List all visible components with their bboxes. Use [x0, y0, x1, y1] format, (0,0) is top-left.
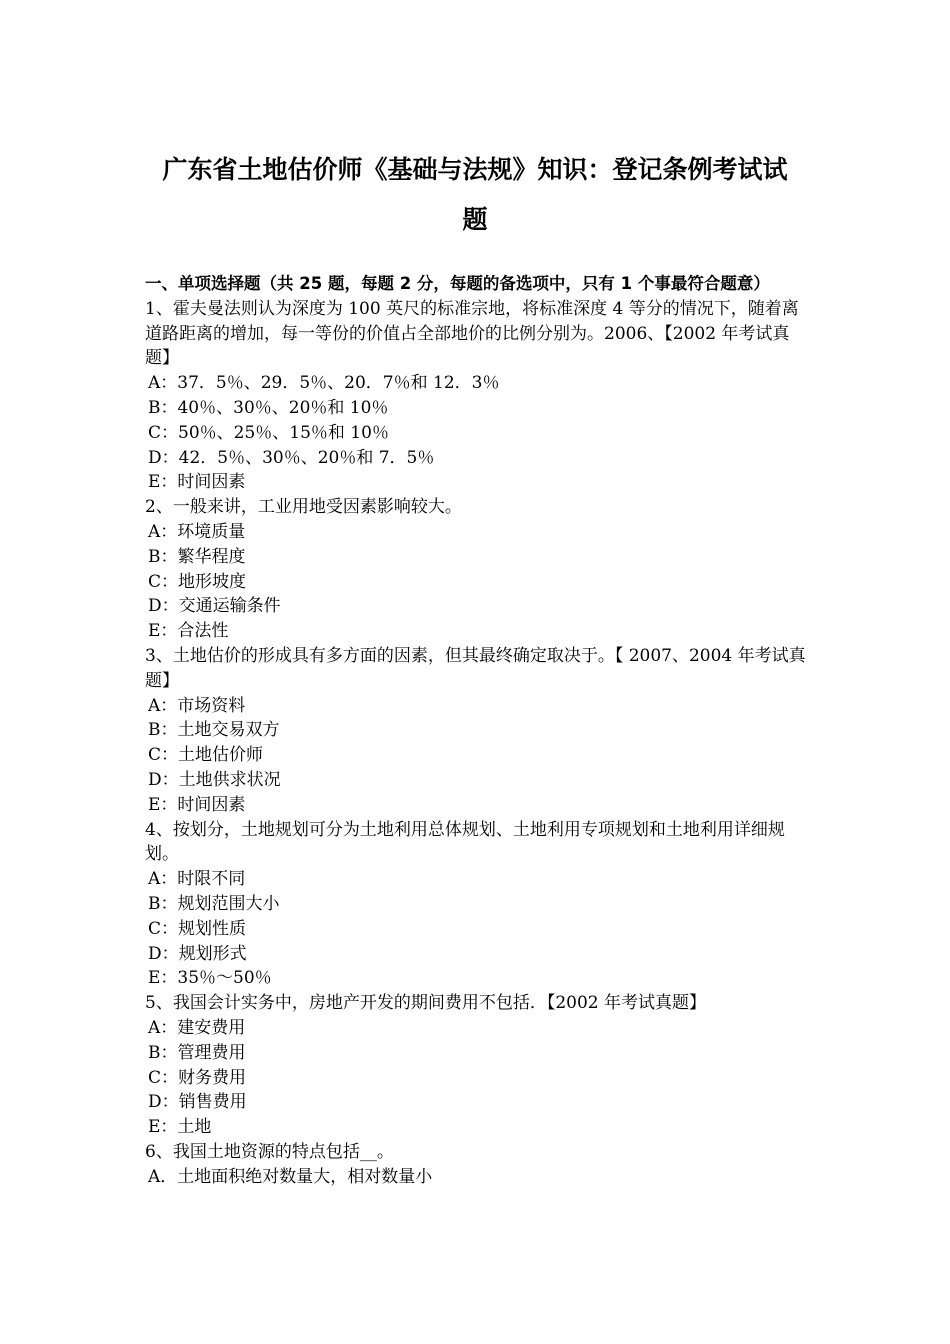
option-a: A：时限不同 — [148, 869, 246, 890]
question-stem: 6、我国土地资源的特点包括__。 — [145, 1141, 394, 1162]
option-c: C：规划性质 — [148, 918, 247, 939]
section-header: 一、单项选择题（共 25 题，每题 2 分，每题的备选项中，只有 1 个事最符合题意） — [145, 274, 770, 293]
question-stem: 5、我国会计实务中，房地产开发的期间费用不包括．【2002 年考试真题】 — [145, 993, 706, 1014]
question-stem: 3、土地估价的形成具有多方面的因素，但其最终确定取决于。【 2007、2004 年考试真题】 — [145, 645, 806, 691]
option-b: B：管理费用 — [148, 1042, 246, 1063]
option-d: D：销售费用 — [148, 1092, 247, 1113]
option-b: B：土地交易双方 — [148, 720, 280, 741]
document-title-line2: 题 — [462, 205, 488, 234]
option-b: B：繁华程度 — [148, 546, 246, 567]
option-c: C：50％、25％、15％和 10％ — [148, 422, 389, 443]
question-6 — [145, 1140, 810, 1190]
option-e: E：35％～50％ — [148, 968, 272, 989]
option-b: B：40％、30％、20％和 10％ — [148, 397, 389, 418]
question-2 — [145, 495, 810, 644]
option-c: C：土地估价师 — [148, 745, 264, 766]
document-title-line1: 广东省土地估价师《基础与法规》知识：登记条例考试试 — [162, 155, 788, 184]
option-a: A．土地面积绝对数量大，相对数量小 — [148, 1166, 433, 1187]
option-e: E：时间因素 — [148, 794, 246, 815]
option-e: E：时间因素 — [148, 472, 246, 493]
option-a: A：37．5％、29．5％、20．7％和 12．3％ — [148, 373, 500, 394]
option-a: A：建安费用 — [148, 1017, 246, 1038]
question-stem: 4、按划分，土地规划可分为土地利用总体规划、土地利用专项规划和土地利用详细规划。 — [145, 819, 785, 865]
option-a: A：环境质量 — [148, 521, 246, 542]
question-3 — [145, 644, 810, 818]
option-e: E：合法性 — [148, 621, 229, 642]
option-d: D：交通运输条件 — [148, 596, 281, 617]
option-d: D：土地供求状况 — [148, 769, 281, 790]
question-stem: 2、一般来讲，工业用地受因素影响较大。 — [145, 497, 462, 518]
option-c: C：地形坡度 — [148, 571, 247, 592]
option-c: C：财务费用 — [148, 1067, 247, 1088]
question-1 — [145, 297, 810, 495]
question-5 — [145, 991, 810, 1140]
option-e: E：土地 — [148, 1117, 212, 1138]
question-stem: 1、霍夫曼法则认为深度为 100 英尺的标准宗地，将标准深度 4 等分的情况下，随着离道路距离的增加，每一等份的价值占全部地价的比例分别为。2006、【2002 年考试真题】 — [145, 298, 799, 369]
document-body — [145, 272, 810, 1189]
option-b: B：规划范围大小 — [148, 893, 280, 914]
option-d: D：42．5％、30％、20％和 7．5％ — [148, 447, 435, 468]
option-d: D：规划形式 — [148, 943, 247, 964]
option-a: A：市场资料 — [148, 695, 246, 716]
question-4 — [145, 818, 810, 992]
